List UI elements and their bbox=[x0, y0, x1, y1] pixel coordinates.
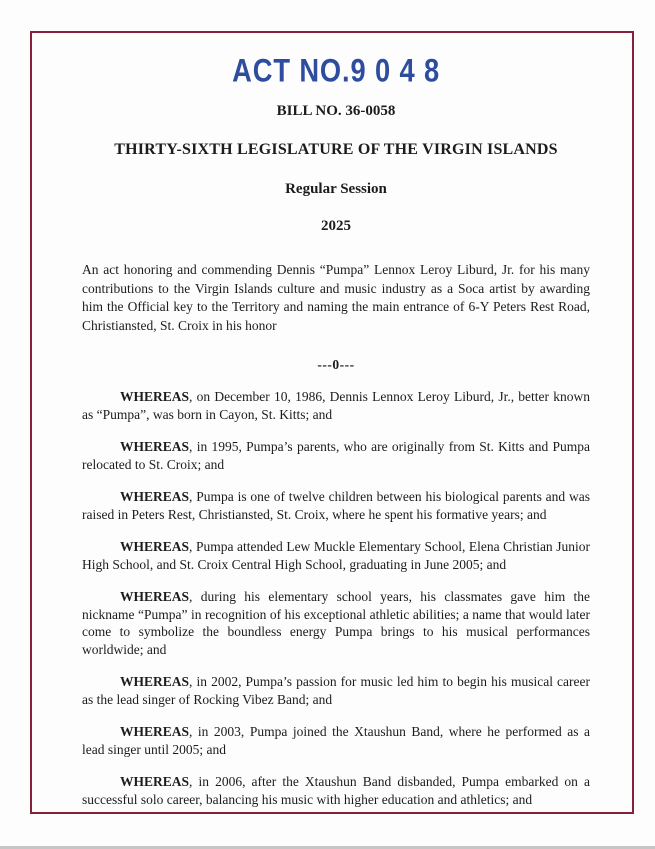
whereas-lead: WHEREAS bbox=[120, 489, 190, 504]
whereas-clause bbox=[82, 438, 590, 473]
page-content bbox=[32, 33, 632, 808]
act-number-stamp bbox=[82, 53, 590, 89]
whereas-lead: WHEREAS bbox=[120, 674, 190, 689]
whereas-body: , Pumpa attended Lew Muckle Elementary School, Elena Christian Junior High School, and St. Croix Central High School, graduating in June 2005; and bbox=[82, 539, 590, 572]
whereas-body: , during his elementary school years, his classmates gave him the nickname “Pumpa” in recognition of his exceptional athletic abilities; a name that would later come to symbolize the boundless energy Pumpa brings to his musical performances worldwide; and bbox=[82, 589, 590, 657]
act-preamble: An act honoring and commending Dennis “Pumpa” Lennox Leroy Liburd, Jr. for his many contributions to the Virgin Islands culture and music industry as a Soca artist by awarding him the Official key to the Territory and naming the main entrance of 6-Y Peters Rest Road, Christiansted, St. Croix in his honor bbox=[82, 262, 590, 333]
session-year: 2025 bbox=[321, 218, 351, 234]
whereas-body: , on December 10, 1986, Dennis Lennox Leroy Liburd, Jr., better known as “Pumpa”, was born in Cayon, St. Kitts; and bbox=[82, 389, 590, 422]
whereas-clause bbox=[82, 588, 590, 658]
legislature-title: THIRTY-SIXTH LEGISLATURE OF THE VIRGIN ISLANDS bbox=[114, 141, 558, 158]
whereas-clause bbox=[82, 538, 590, 573]
whereas-lead: WHEREAS bbox=[120, 774, 190, 789]
whereas-body: , in 1995, Pumpa’s parents, who are originally from St. Kitts and Pumpa relocated to St. Croix; and bbox=[82, 439, 590, 472]
whereas-body: , in 2002, Pumpa’s passion for music led him to begin his musical career as the lead singer of Rocking Vibez Band; and bbox=[82, 674, 590, 707]
section-separator: ---0--- bbox=[317, 357, 355, 372]
whereas-lead: WHEREAS bbox=[120, 439, 190, 454]
whereas-lead: WHEREAS bbox=[120, 539, 190, 554]
whereas-clause bbox=[82, 723, 590, 758]
whereas-lead: WHEREAS bbox=[120, 724, 190, 739]
whereas-body: , Pumpa is one of twelve children between his biological parents and was raised in Peters Rest, Christiansted, St. Croix, where he spent his formative years; and bbox=[82, 489, 590, 522]
bill-number: BILL NO. 36-0058 bbox=[276, 103, 396, 119]
page-border-frame bbox=[30, 31, 634, 814]
session-title: Regular Session bbox=[285, 181, 387, 197]
whereas-body: , in 2003, Pumpa joined the Xtaushun Band, where he performed as a lead singer until 2005; and bbox=[82, 724, 590, 757]
whereas-clause bbox=[82, 773, 590, 808]
act-number-stamp-text: ACT NO.9 0 4 8 bbox=[232, 52, 440, 89]
whereas-clause bbox=[82, 673, 590, 708]
whereas-clause bbox=[82, 488, 590, 523]
whereas-lead: WHEREAS bbox=[120, 589, 190, 604]
whereas-body: , in 2006, after the Xtaushun Band disbanded, Pumpa embarked on a successful solo career, balancing his music with higher education and athletics; and bbox=[82, 774, 590, 807]
whereas-lead: WHEREAS bbox=[120, 389, 190, 404]
whereas-clause bbox=[82, 388, 590, 423]
